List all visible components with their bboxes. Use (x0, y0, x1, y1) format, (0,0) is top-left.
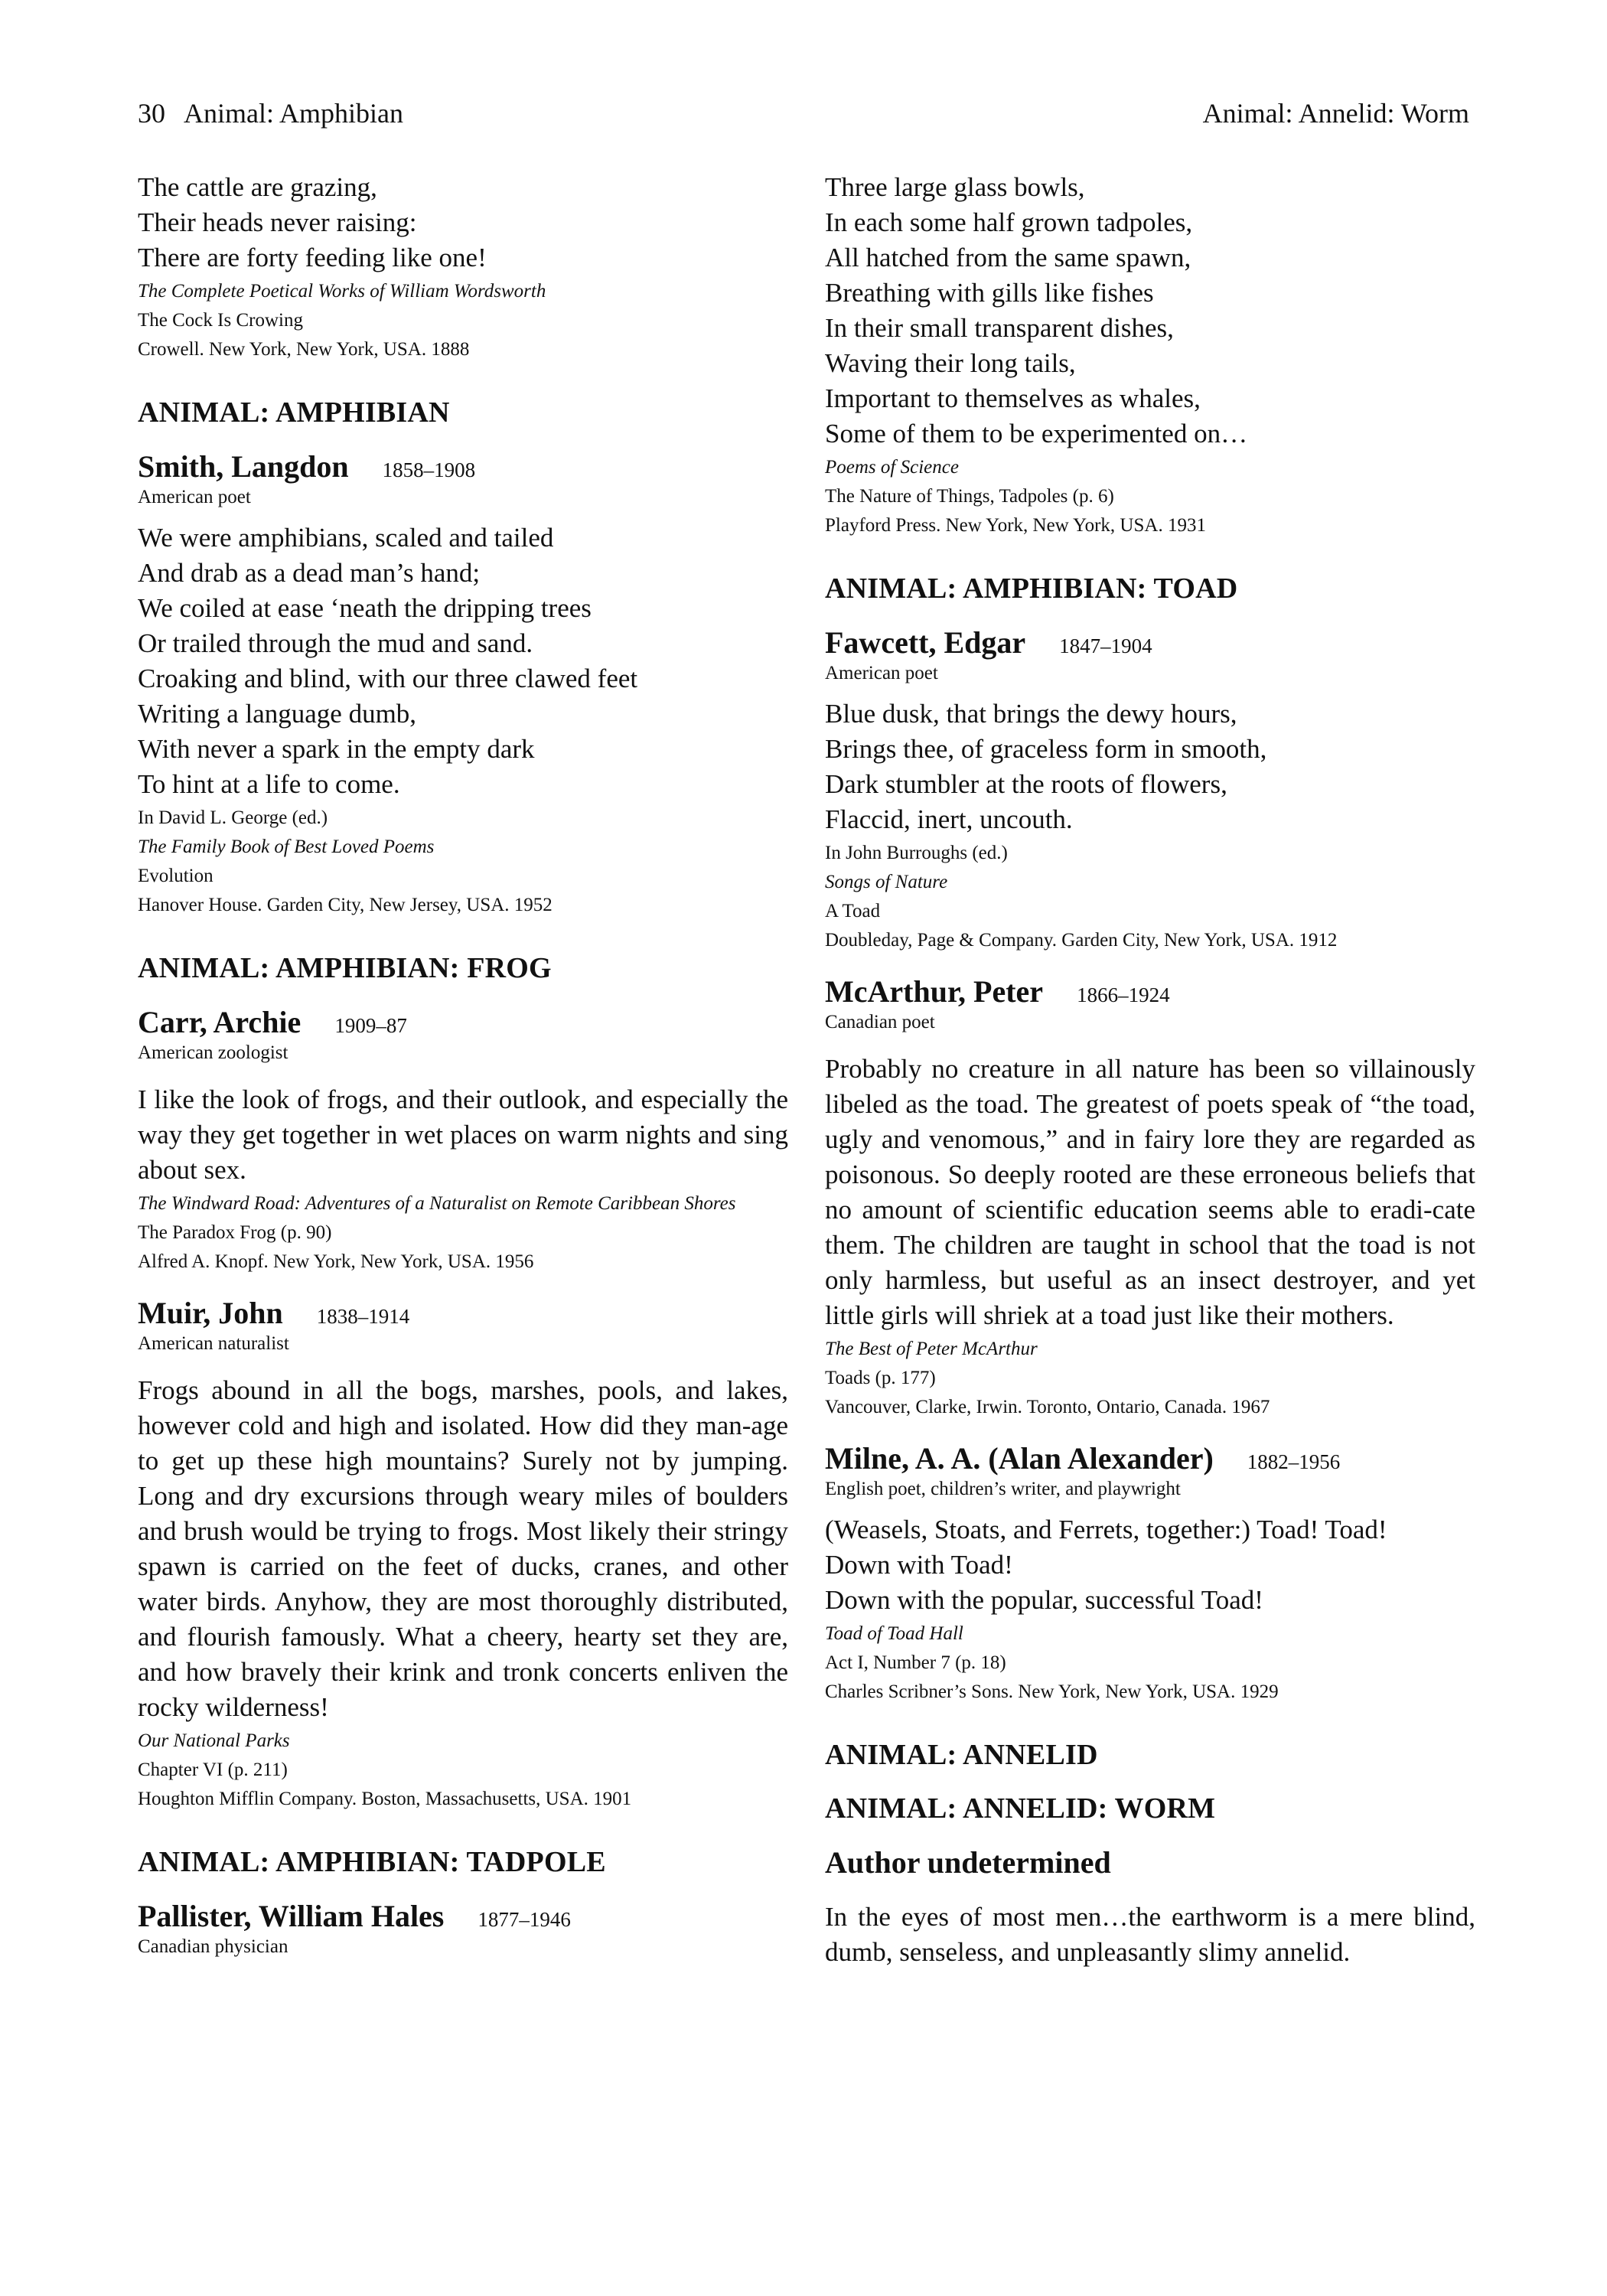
section-heading: ANIMAL: ANNELID: WORM (825, 1792, 1216, 1825)
citation-work: The Family Book of Best Loved Poems (138, 837, 435, 857)
citation-work: The Best of Peter McArthur (825, 1339, 1038, 1359)
author-role: American naturalist (138, 1333, 289, 1354)
citation-piece: The Paradox Frog (p. 90) (138, 1222, 332, 1243)
section-heading: ANIMAL: AMPHIBIAN: FROG (138, 952, 552, 984)
citation (825, 1335, 1475, 1422)
verse-line: Flaccid, inert, uncouth. (825, 804, 1073, 834)
citation-work: The Complete Poetical Works of William Wordsworth (138, 281, 546, 302)
section-heading: ANIMAL: AMPHIBIAN: TOAD (825, 572, 1238, 605)
verse-line: Croaking and blind, with our three clawed feet (138, 664, 638, 693)
author-role: English poet, children’s writer, and playwright (825, 1479, 1181, 1499)
verse-line: Or trailed through the mud and sand. (138, 628, 533, 658)
quote-verse (825, 170, 1475, 452)
author-dates: 1882–1956 (1247, 1450, 1341, 1473)
verse-line: In each some half grown tadpoles, (825, 207, 1193, 237)
left-column (138, 170, 788, 1959)
verse-line: Three large glass bowls, (825, 172, 1085, 202)
author-name: Pallister, William Hales (138, 1899, 445, 1933)
citation (825, 839, 1475, 955)
author-name: Fawcett, Edgar (825, 625, 1026, 660)
section-heading: ANIMAL: AMPHIBIAN: TADPOLE (138, 1846, 606, 1878)
author-line (138, 1898, 788, 1935)
page-number: 30 (138, 98, 165, 129)
verse-line: Brings thee, of graceless form in smooth, (825, 734, 1267, 764)
citation-work: The Windward Road: Adventures of a Naturalist on Remote Caribbean Shores (138, 1193, 736, 1214)
verse-line: Their heads never raising: (138, 207, 417, 237)
citation-publisher: Hanover House. Garden City, New Jersey, USA. 1952 (138, 895, 553, 915)
author-dates: 1877–1946 (478, 1908, 571, 1931)
quote-verse (138, 520, 788, 802)
verse-line: (Weasels, Stoats, and Ferrets, together:) Toad! Toad! (825, 1515, 1387, 1544)
verse-line: Breathing with gills like fishes (825, 278, 1154, 308)
citation-work: Toad of Toad Hall (825, 1623, 963, 1644)
citation-piece: The Cock Is Crowing (138, 310, 303, 331)
verse-line: To hint at a life to come. (138, 769, 400, 799)
quote-verse (825, 696, 1475, 837)
citation (138, 1727, 788, 1814)
author-line (825, 1844, 1475, 1881)
citation-piece: The Nature of Things, Tadpoles (p. 6) (825, 486, 1114, 507)
author-role: Canadian poet (825, 1012, 935, 1032)
header-left (138, 96, 403, 130)
citation-publisher: Houghton Mifflin Company. Boston, Massachusetts, USA. 1901 (138, 1789, 632, 1809)
verse-line: Blue dusk, that brings the dewy hours, (825, 699, 1237, 729)
citation-publisher: Doubleday, Page & Company. Garden City, New York, USA. 1912 (825, 930, 1338, 951)
citation-publisher: Charles Scribner’s Sons. New York, New York, USA. 1929 (825, 1681, 1279, 1702)
right-column (825, 170, 1475, 1970)
verse-line: Important to themselves as whales, (825, 383, 1201, 413)
author-name: McArthur, Peter (825, 974, 1044, 1009)
citation (138, 804, 788, 920)
quote-text: Probably no creature in all nature has been so villainously libeled as the toad. The greatest of poets speak of “the toad, ugly and venomous,” and in fairy lore they are regarded as poisonous. So deeply rooted are these erroneous beliefs that no amount of scientific education seems able to eradi-cate them. The children are taught in school that the toad is not only harmless, but useful as an insect destroyer, and yet little girls will shriek at a toad just like their mothers. (825, 1054, 1475, 1330)
citation-publisher: Playford Press. New York, New York, USA. 1931 (825, 515, 1206, 536)
citation (825, 453, 1475, 540)
citation-publisher: Vancouver, Clarke, Irwin. Toronto, Ontario, Canada. 1967 (825, 1397, 1270, 1417)
running-header (138, 96, 1469, 130)
citation-work: Our National Parks (138, 1730, 290, 1751)
verse-line: The cattle are grazing, (138, 172, 377, 202)
author-line (138, 1295, 788, 1332)
verse-line: Some of them to be experimented on… (825, 419, 1248, 448)
header-right-title: Animal: Annelid: Worm (1202, 98, 1469, 129)
verse-line: There are forty feeding like one! (138, 243, 487, 272)
author-line (825, 625, 1475, 661)
verse-line: Dark stumbler at the roots of flowers, (825, 769, 1227, 799)
verse-line: We were amphibians, scaled and tailed (138, 523, 554, 553)
author-name: Milne, A. A. (Alan Alexander) (825, 1441, 1214, 1476)
author-dates: 1847–1904 (1059, 634, 1152, 657)
author-line (138, 1004, 788, 1041)
quote-text: I like the look of frogs, and their outlook, and especially the way they get together in wet places on warm nights and sing about sex. (138, 1084, 788, 1185)
section-heading: ANIMAL: ANNELID (825, 1739, 1098, 1771)
author-dates: 1866–1924 (1077, 983, 1170, 1006)
author-line (825, 1440, 1475, 1477)
author-name: Author undetermined (825, 1845, 1111, 1880)
verse-line: Waving their long tails, (825, 348, 1076, 378)
quote-verse (138, 170, 788, 276)
author-dates: 1909–87 (334, 1014, 407, 1037)
quote-text: In the eyes of most men…the earthworm is a mere blind, dumb, senseless, and unpleasantly slimy annelid. (825, 1902, 1475, 1967)
citation-publisher: Crowell. New York, New York, USA. 1888 (138, 339, 470, 360)
author-role: American poet (825, 663, 938, 683)
verse-line: And drab as a dead man’s hand; (138, 558, 481, 588)
author-role: American poet (138, 487, 251, 507)
quote-verse (825, 1512, 1475, 1618)
citation-piece: Chapter VI (p. 211) (138, 1760, 288, 1780)
author-role: Canadian physician (138, 1936, 288, 1957)
citation-publisher: Alfred A. Knopf. New York, New York, USA. 1956 (138, 1251, 534, 1272)
citation-piece: Toads (p. 177) (825, 1368, 936, 1388)
citation-editor: In David L. George (ed.) (138, 807, 328, 828)
author-role: American zoologist (138, 1042, 288, 1063)
verse-line: All hatched from the same spawn, (825, 243, 1191, 272)
section-heading: ANIMAL: AMPHIBIAN (138, 396, 450, 429)
verse-line: With never a spark in the empty dark (138, 734, 535, 764)
verse-line: Down with Toad! (825, 1550, 1013, 1580)
citation-piece: A Toad (825, 901, 881, 921)
author-line (138, 448, 788, 485)
verse-line: In their small transparent dishes, (825, 313, 1174, 343)
verse-line: Down with the popular, successful Toad! (825, 1585, 1263, 1615)
quote-text: Frogs abound in all the bogs, marshes, pools, and lakes, however cold and high and isolated. How did they man-age to get up these high mountains? Surely not by jumping. Long and dry excursions through weary miles of boulders and brush would be trying to frogs. Most likely their stringy spawn is carried on the feet of ducks, cranes, and other water birds. Anyhow, they are most thoroughly distributed, and flourish famously. What a cheery, hearty set they are, and how bravely their krink and tronk concerts enliven the rocky wilderness! (138, 1375, 788, 1722)
citation-piece: Evolution (138, 866, 214, 886)
header-left-title: Animal: Amphibian (184, 98, 403, 129)
citation (138, 277, 788, 364)
citation-work: Songs of Nature (825, 872, 948, 892)
verse-line: We coiled at ease ‘neath the dripping trees (138, 593, 592, 623)
citation (138, 1189, 788, 1277)
author-dates: 1838–1914 (316, 1305, 410, 1328)
author-name: Smith, Langdon (138, 449, 349, 484)
citation-editor: In John Burroughs (ed.) (825, 843, 1008, 863)
citation (825, 1619, 1475, 1707)
author-dates: 1858–1908 (382, 458, 476, 481)
author-name: Carr, Archie (138, 1005, 302, 1039)
author-line (825, 974, 1475, 1010)
citation-work: Poems of Science (825, 457, 959, 478)
citation-piece: Act I, Number 7 (p. 18) (825, 1652, 1006, 1673)
author-name: Muir, John (138, 1296, 283, 1330)
verse-line: Writing a language dumb, (138, 699, 417, 729)
